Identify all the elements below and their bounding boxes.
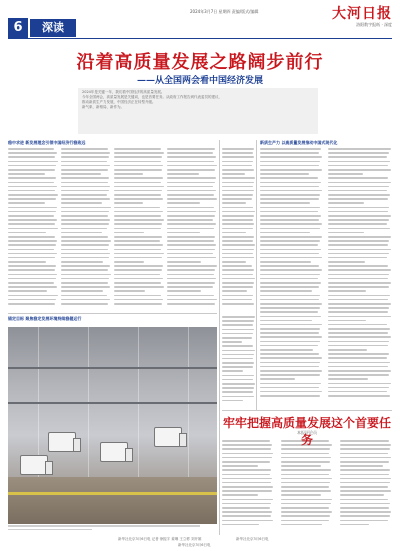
page-header — [0, 0, 400, 42]
column-divider — [219, 140, 220, 535]
column-head-text: 锚定目标 聚焦稳定发展环境持续稳健运行 — [8, 316, 82, 321]
truck-icon — [154, 427, 182, 447]
footer-credit: 新华社北京3月6日电 — [178, 543, 211, 547]
text-block — [222, 316, 255, 406]
lead-line: 今年全国两会，高质量发展是关键词，也是首要任务。从政府工作报告到代表委员的建议， — [82, 95, 222, 99]
header-subline: 洛阳数字报纸 · 深度 — [356, 22, 392, 27]
lead-box — [78, 88, 318, 134]
section-divider — [8, 313, 217, 314]
text-block — [61, 148, 111, 310]
lead-line: 新气象、新格局、新作为。 — [82, 105, 124, 109]
photo-caption — [8, 525, 217, 533]
text-block — [114, 148, 164, 310]
text-block — [260, 148, 323, 404]
text-block — [281, 440, 333, 530]
text-block — [8, 148, 58, 310]
commentary-title: 牢牢把握高质量发展这个首要任务 — [222, 416, 391, 447]
newspaper-logo: 大河日报 — [332, 6, 392, 22]
factory-photo — [8, 327, 217, 524]
footer-credit: 新华社北京3月6日电 记者 徐振宇 姜琳 王立彬 刘开雄 — [118, 537, 202, 541]
page-number: 6 — [8, 18, 28, 38]
section-label: 深读 — [30, 19, 76, 37]
article-subtitle: ——从全国两会看中国经济发展 — [136, 76, 263, 86]
column-head-text: 稳中求进 新发展理念引领中国经济行稳致远 — [8, 140, 86, 145]
truck-icon — [20, 455, 48, 475]
text-block — [222, 440, 274, 530]
column-head-text: 新质生产力 以高质量发展推动中国式现代化 — [260, 140, 338, 145]
truck-icon — [48, 432, 76, 452]
article-title: 沿着高质量发展之路阔步前行 — [76, 52, 324, 73]
lead-line: 2024年是关键一年，我们看中国经济的高质量发展。 — [82, 90, 165, 94]
text-block — [328, 148, 392, 404]
column-head-3 — [8, 316, 217, 325]
header-rule — [8, 38, 392, 39]
text-block — [340, 440, 392, 530]
lead-line: 推动新质生产力发展，中国经济正在转型升级。 — [82, 100, 156, 104]
footer-credit: 新华社北京3月6日电 — [236, 537, 269, 541]
page-footer — [8, 537, 392, 549]
commentary-byline: 本报评论员 — [297, 430, 317, 435]
date-line: 2024年3月7日 星期四 责编/版式/编辑 — [190, 9, 259, 14]
text-block — [222, 148, 255, 310]
truck-icon — [100, 442, 128, 462]
text-block — [167, 148, 217, 310]
section-divider — [222, 410, 392, 411]
column-divider — [256, 140, 257, 410]
